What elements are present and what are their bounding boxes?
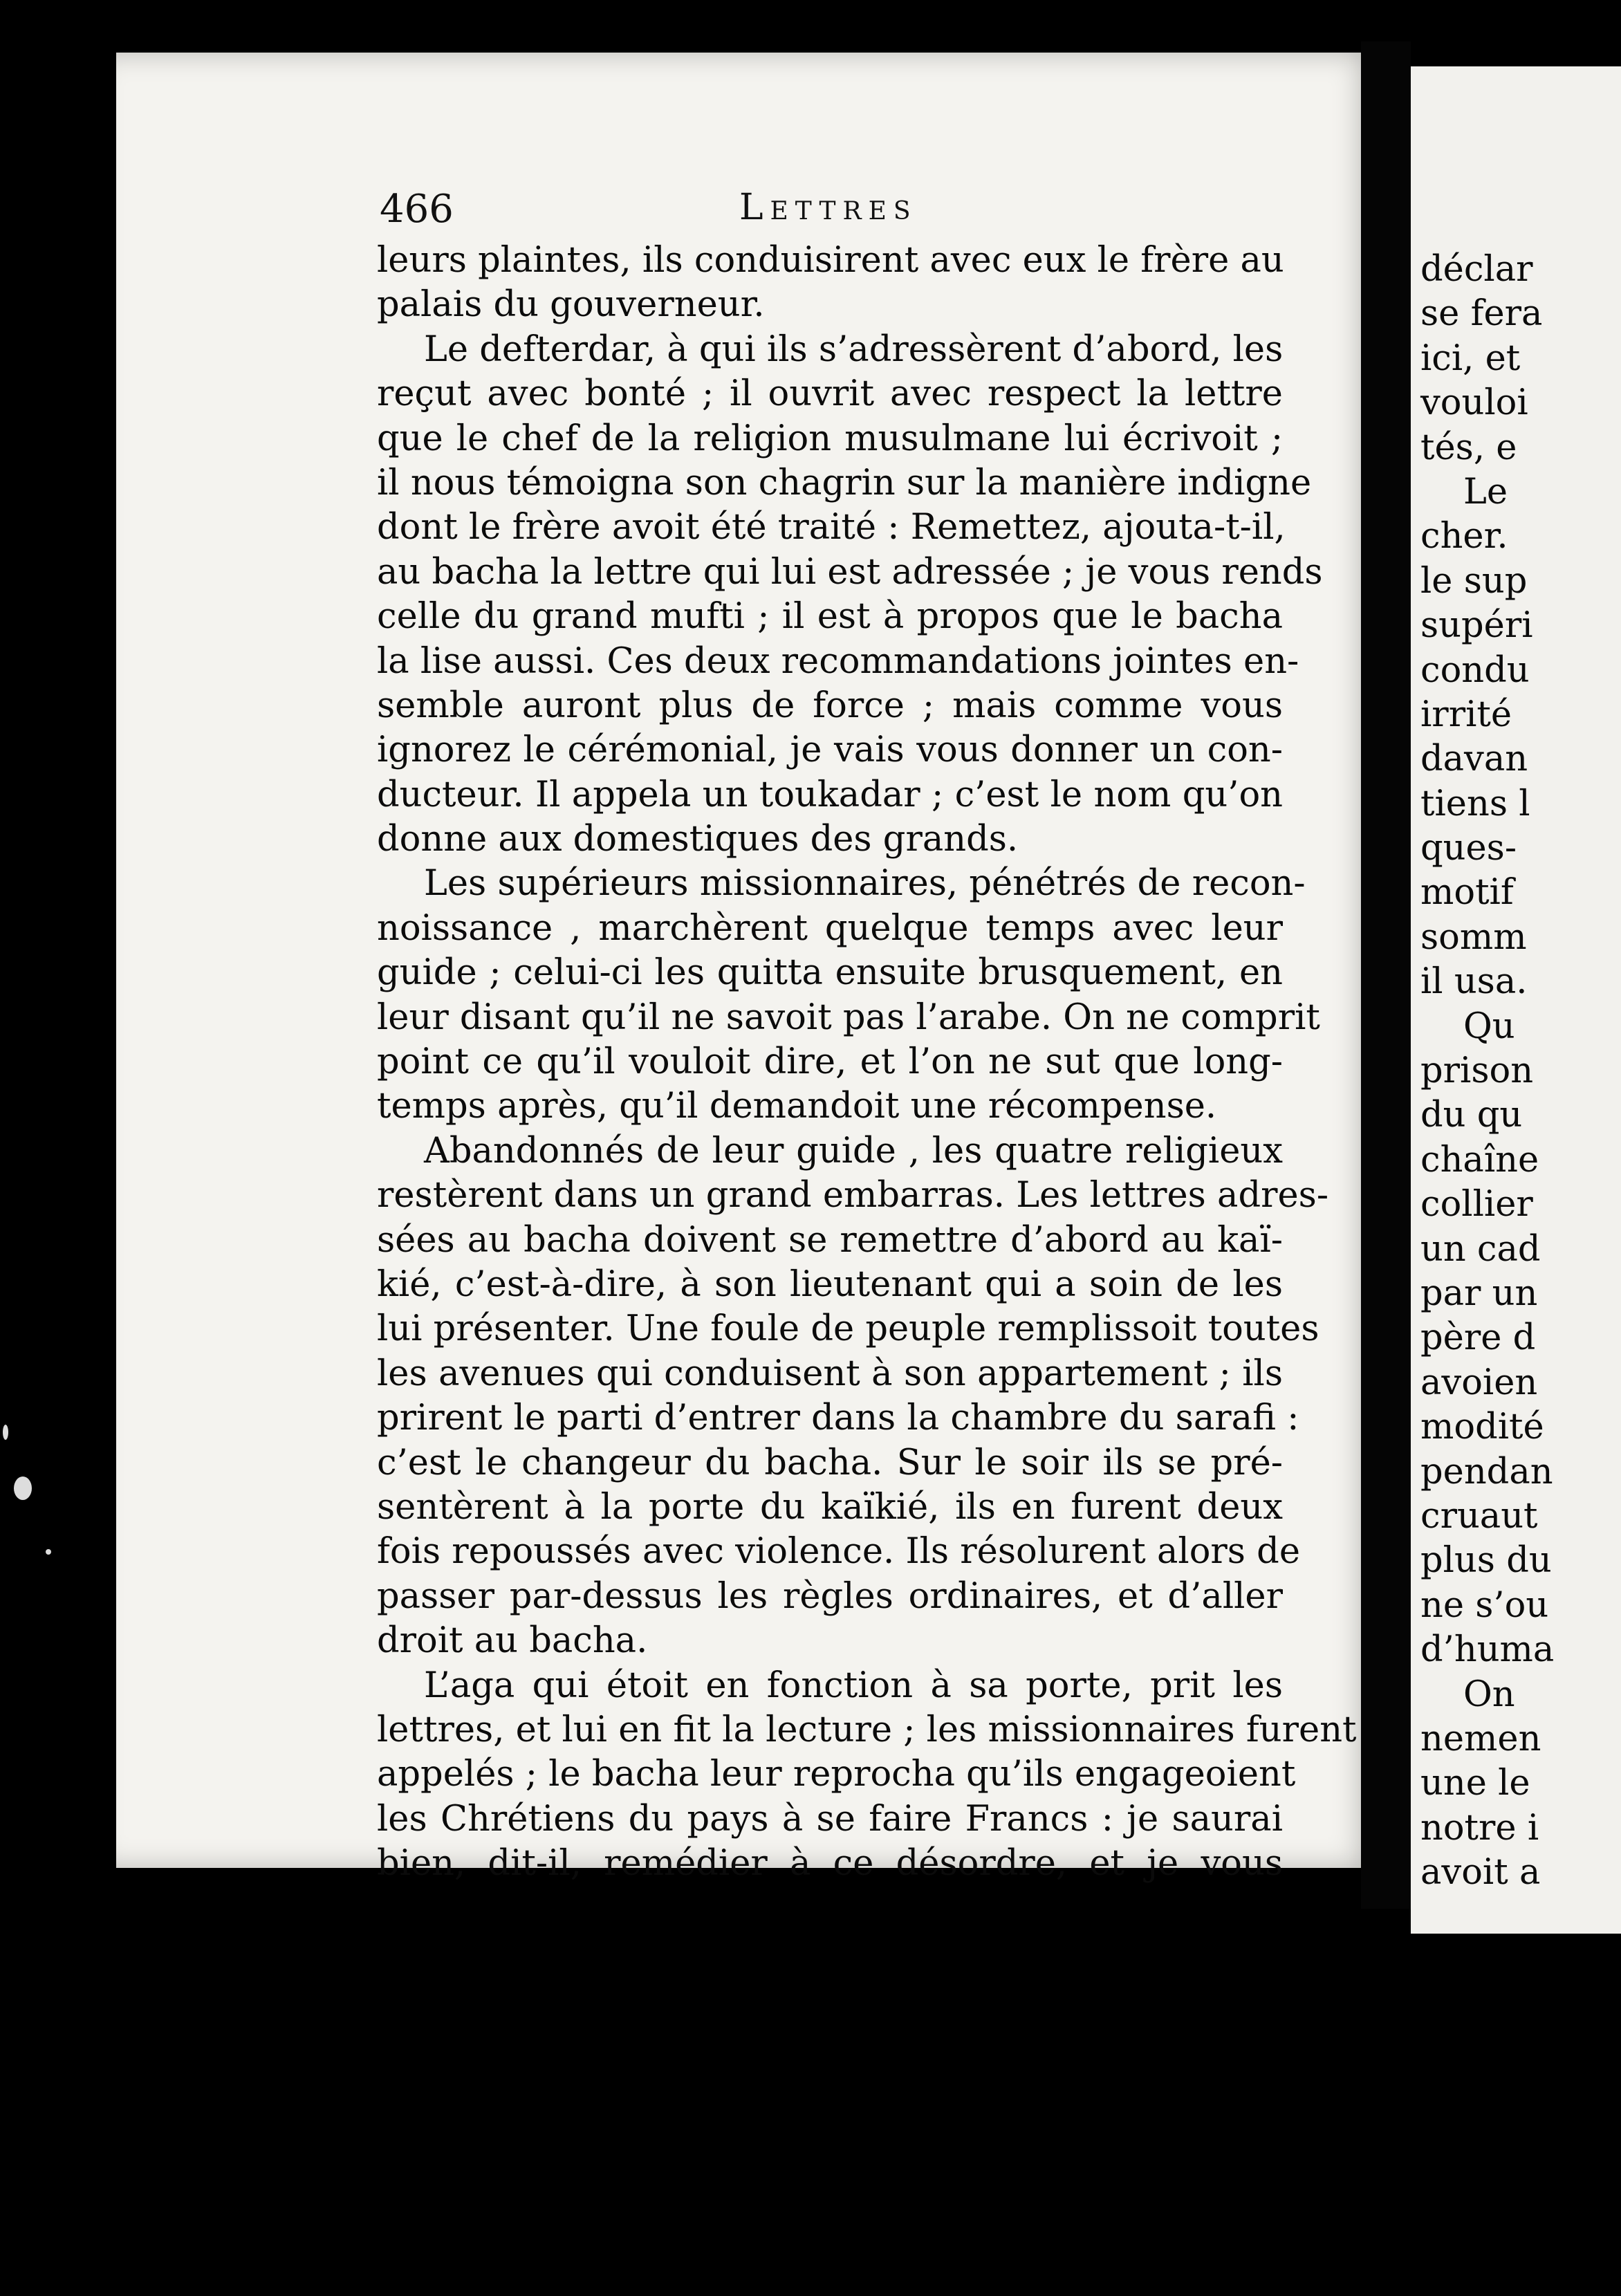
running-head [380, 187, 1279, 235]
text-line: tiens l [1420, 783, 1530, 824]
margin-speck [46, 1549, 51, 1555]
text-line: c’est le changeur du bacha. Sur le soir ils se pré- [377, 1442, 1283, 1483]
text-line: ne s’ou [1420, 1584, 1549, 1626]
text-line: lettres, et lui en fit la lecture ; les missionnaires furent [377, 1709, 1357, 1750]
text-line: semble auront plus de force ; mais comme vous [377, 685, 1283, 726]
book-gutter [1361, 41, 1411, 1909]
text-line: On [1463, 1674, 1515, 1715]
text-line: leurs plaintes, ils conduisirent avec eux le frère au [377, 240, 1284, 281]
text-line: palais du gouverneur. [377, 284, 765, 326]
text-line: fois repoussés avec violence. Ils résolurent alors de [377, 1531, 1301, 1573]
text-line: restèrent dans un grand embarras. Les lettres adres- [377, 1175, 1329, 1216]
text-line: ducteur. Il appela un toukadar ; c’est le nom qu’on [377, 774, 1283, 815]
text-line: Qu [1463, 1006, 1515, 1047]
text-line: condu [1420, 649, 1530, 691]
text-line: ignorez le cérémonial, je vais vous donner un con- [377, 730, 1283, 771]
text-line: lui présenter. Une foule de peuple remplissoit toutes [377, 1308, 1319, 1350]
text-line: plus du [1420, 1540, 1552, 1582]
text-line: père d [1420, 1317, 1536, 1359]
text-line: supéri [1420, 605, 1533, 647]
text-line: notre i [1420, 1807, 1539, 1849]
text-line: L’aga qui étoit en fonction à sa porte, prit les [424, 1665, 1283, 1706]
text-line: kié, c’est-à-dire, à son lieutenant qui a soin de les [377, 1263, 1283, 1305]
text-line: collier [1420, 1184, 1533, 1225]
text-line: point ce qu’il vouloit dire, et l’on ne sut que long- [377, 1041, 1283, 1083]
text-line: les avenues qui conduisent à son appartement ; ils [377, 1353, 1283, 1394]
text-line: déclar [1420, 249, 1533, 290]
text-line: par un [1420, 1272, 1538, 1314]
text-line: d’huma [1420, 1629, 1555, 1671]
text-line: cher. [1420, 516, 1508, 557]
margin-speck [14, 1476, 32, 1500]
right-page-text [1420, 248, 1554, 1895]
text-line: appelés ; le bacha leur reprocha qu’ils engageoient [377, 1754, 1296, 1795]
text-line: Le defterdar, à qui ils s’adressèrent d’abord, les [424, 328, 1284, 370]
text-line: la lise aussi. Ces deux recommandations jointes en- [377, 640, 1299, 682]
text-line: tés, e [1420, 427, 1517, 468]
text-line: il nous témoigna son chagrin sur la manière indigne [377, 462, 1312, 503]
page-number: 466 [380, 187, 454, 232]
text-line: pendan [1420, 1451, 1553, 1492]
text-line: donne aux domestiques des grands. [377, 819, 1019, 860]
text-line: ici, et [1420, 337, 1521, 379]
text-line: que le chef de la religion musulmane lui écrivoit ; [377, 418, 1283, 459]
text-line: noissance , marchèrent quelque temps avec leur [377, 907, 1283, 949]
text-line: une le [1420, 1763, 1530, 1804]
text-line: somm [1420, 916, 1527, 958]
text-line: davan [1420, 739, 1528, 780]
text-line: sées au bacha doivent se remettre d’abord au kaï- [377, 1219, 1283, 1261]
running-title: Lettres [739, 187, 918, 228]
text-line: un cad [1420, 1228, 1541, 1270]
text-line: avoit a [1420, 1852, 1541, 1894]
left-page-text [377, 239, 1357, 1886]
text-line: irrité [1420, 694, 1512, 735]
text-line: bien, dit-il, remédier à ce désordre, et je vous [377, 1843, 1283, 1885]
text-line: chaîne [1420, 1139, 1539, 1181]
text-line: leur disant qu’il ne savoit pas l’arabe. On ne comprit [377, 997, 1320, 1038]
text-line: vouloi [1420, 382, 1528, 424]
text-line: Le [1463, 471, 1508, 512]
text-line: avoien [1420, 1362, 1538, 1403]
text-line: le sup [1420, 560, 1528, 602]
text-line: il usa. [1420, 961, 1528, 1003]
text-line: motif [1420, 872, 1514, 914]
margin-speck [3, 1425, 8, 1440]
text-line: reçut avec bonté ; il ouvrit avec respect la lettre [377, 373, 1283, 415]
text-line: sentèrent à la porte du kaïkié, ils en furent deux [377, 1486, 1283, 1528]
text-line: prirent le parti d’entrer dans la chambre du sarafi : [377, 1398, 1299, 1439]
text-line: guide ; celui-ci les quitta ensuite brusquement, en [377, 952, 1283, 994]
text-line: Les supérieurs missionnaires, pénétrés de recon- [424, 863, 1306, 905]
text-line: passer par-dessus les règles ordinaires, et d’aller [377, 1575, 1283, 1617]
text-line: du qu [1420, 1095, 1523, 1136]
text-line: celle du grand mufti ; il est à propos que le bacha [377, 596, 1283, 638]
text-line: dont le frère avoit été traité : Remettez, ajouta-t-il, [377, 507, 1286, 548]
text-line: droit au bacha. [377, 1620, 648, 1662]
text-line: au bacha la lettre qui lui est adressée ; je vous rends [377, 551, 1323, 593]
text-line: prison [1420, 1050, 1534, 1092]
text-line: les Chrétiens du pays à se faire Francs : je saurai [377, 1798, 1283, 1840]
text-line: cruaut [1420, 1495, 1538, 1537]
text-line: nemen [1420, 1718, 1541, 1759]
text-line: ques- [1420, 828, 1517, 869]
text-line: modité [1420, 1407, 1544, 1448]
text-line: se fera [1420, 293, 1543, 335]
text-line: Abandonnés de leur guide , les quatre religieux [424, 1130, 1283, 1172]
text-line: temps après, qu’il demandoit une récompense. [377, 1086, 1217, 1127]
